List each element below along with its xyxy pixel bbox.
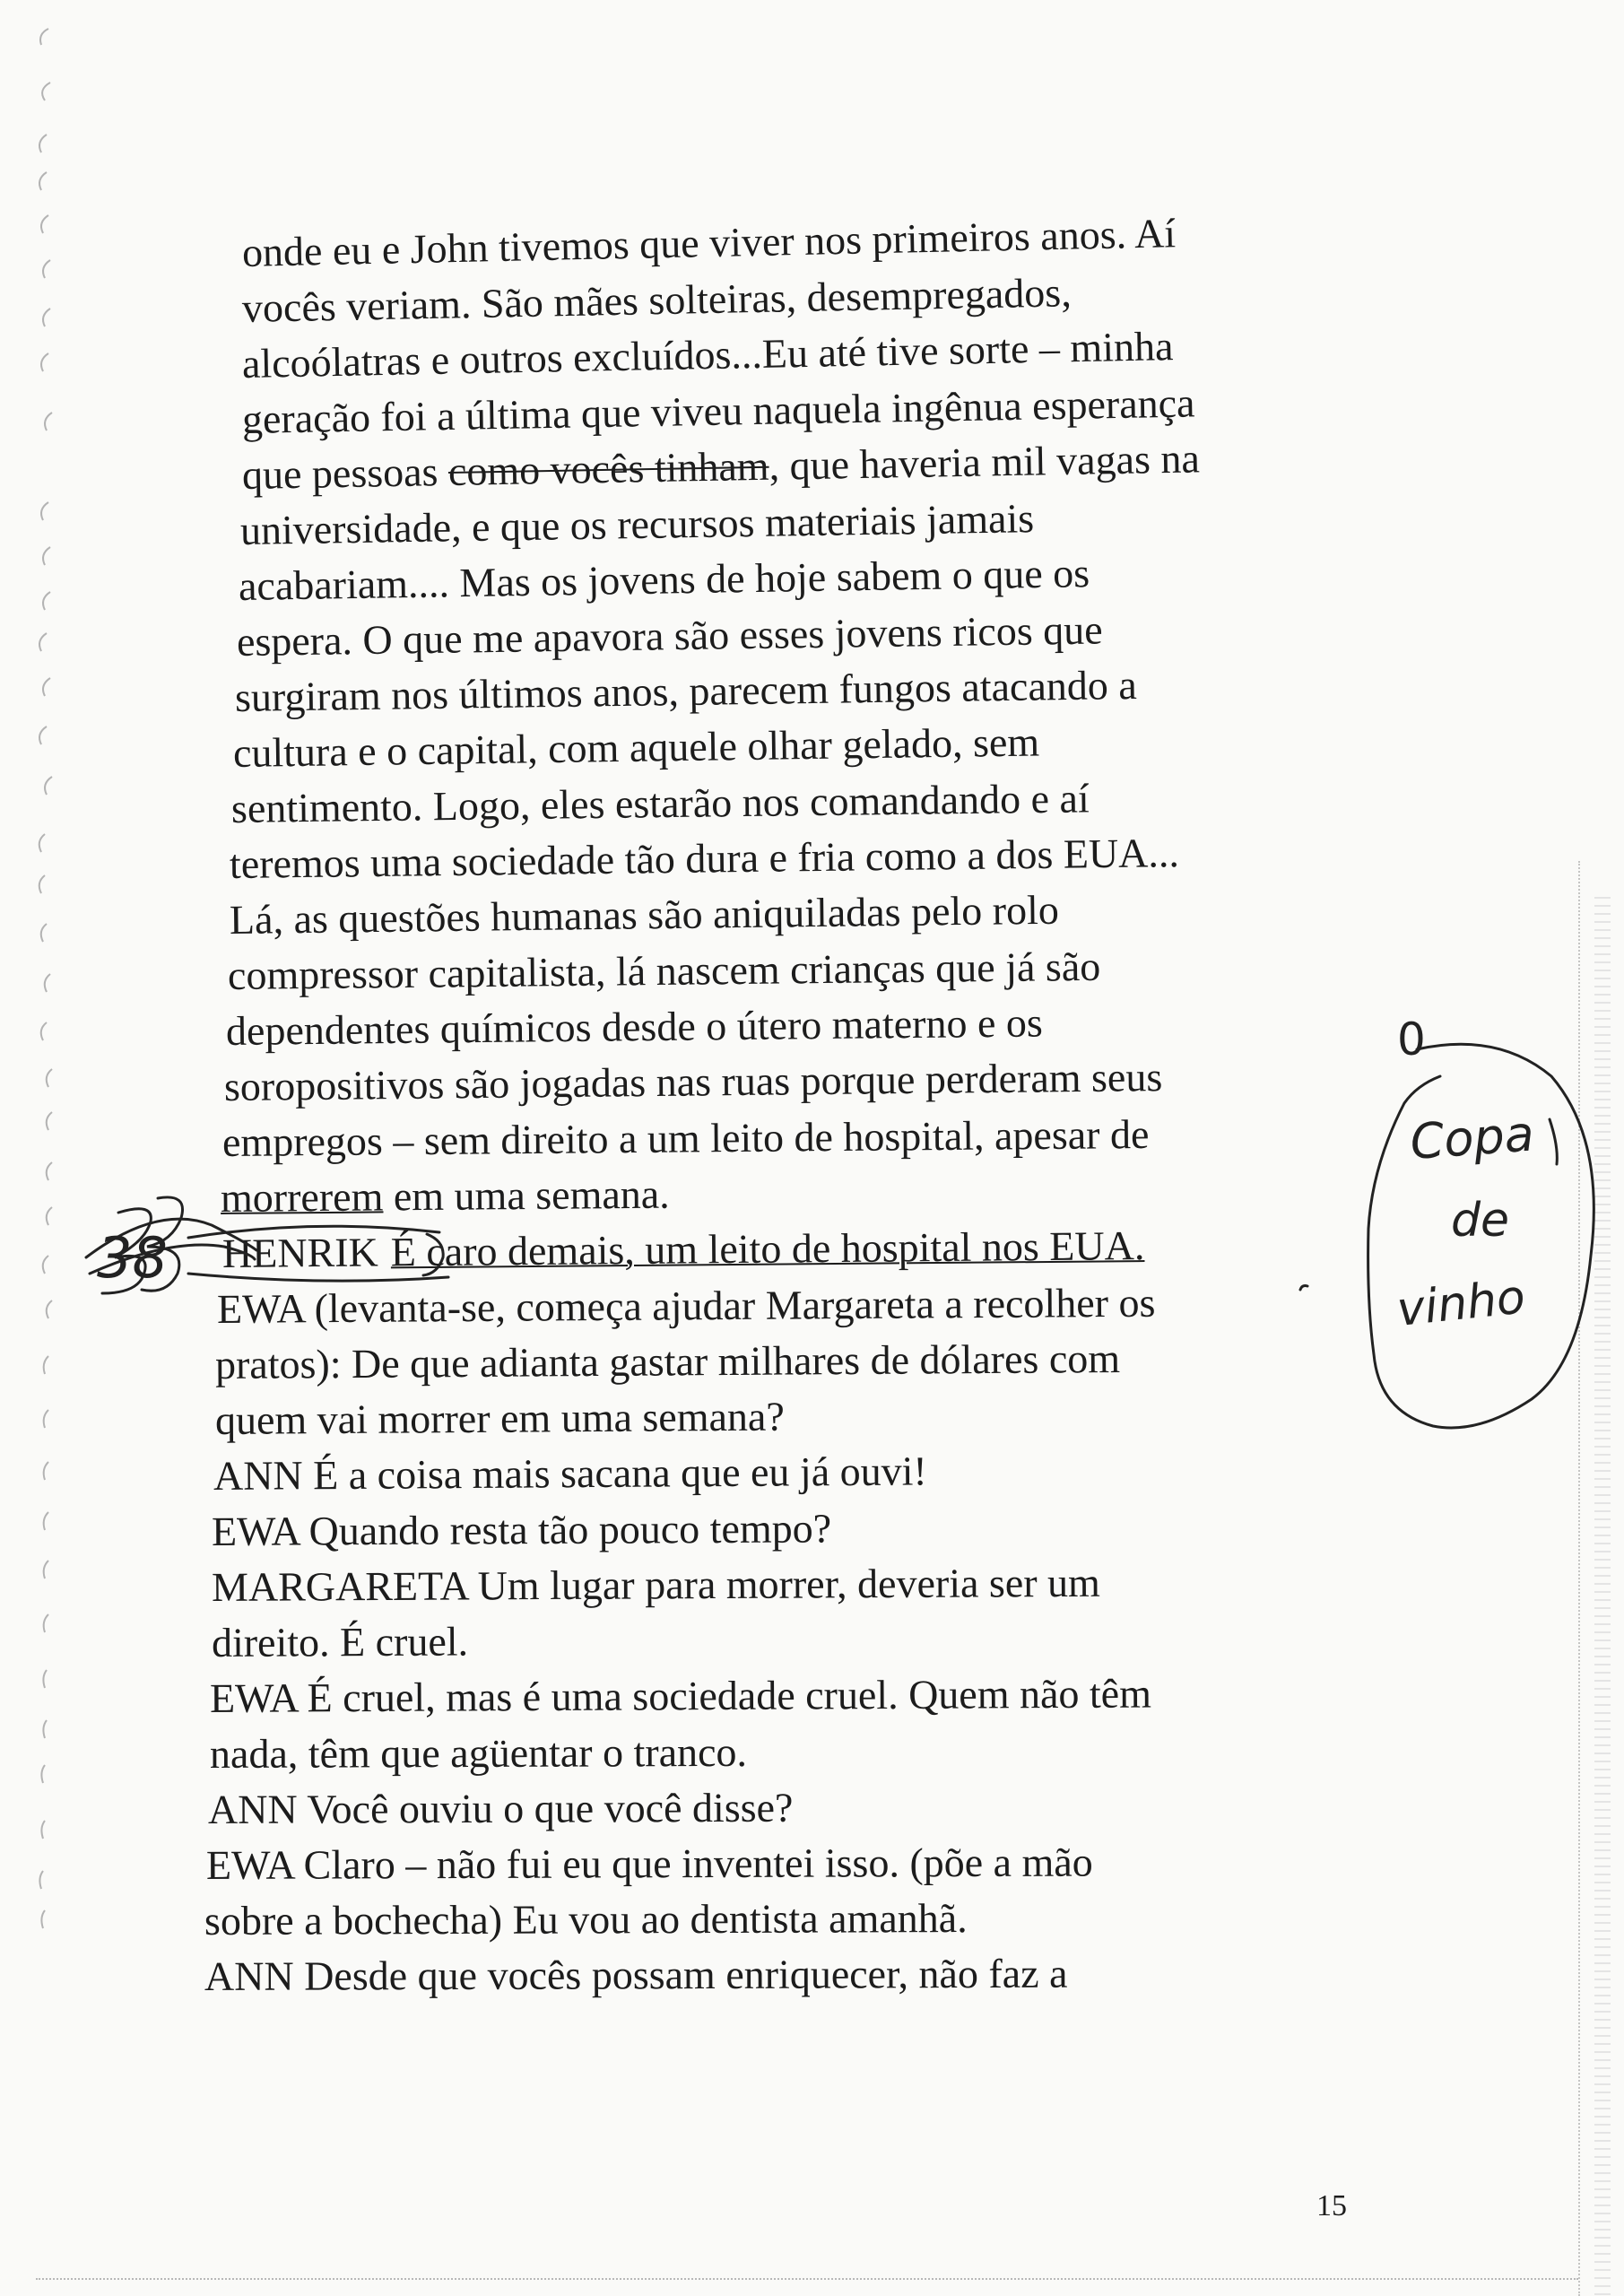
text-line: geração foi a última que viveu naquela ingênua esperança <box>241 379 1195 442</box>
text-line: espera. O que me apavora são esses jovens ricos que <box>236 606 1103 665</box>
text-line: nada, têm que agüentar o tranco. <box>209 1728 748 1777</box>
margin-note-line: vinho <box>1394 1270 1528 1337</box>
text-line: ANN É a coisa mais sacana que eu já ouvi! <box>213 1448 927 1499</box>
text-line: EWA (levanta-se, começa ajudar Margareta a recolher os <box>216 1279 1156 1332</box>
text-line: ANN Você ouviu o que você disse? <box>207 1784 794 1832</box>
page-number: 15 <box>1316 2189 1347 2222</box>
text-line: surgiram nos últimos anos, parecem fungos atacando a <box>234 661 1138 720</box>
text-line: universidade, e que os recursos materiais jamais <box>239 495 1035 553</box>
text-line: cultura e o capital, com aquele olhar gelado, sem <box>232 718 1040 776</box>
text-line: pratos): De que adianta gastar milhares de dólares com <box>214 1335 1121 1387</box>
margin-note-line: Copa <box>1408 1105 1536 1170</box>
text-line: soropositivos são jogadas nas ruas porque perderam seus <box>223 1054 1163 1109</box>
text-line: compressor capitalista, lá nascem crianças que já são <box>227 943 1101 998</box>
margin-note-top: 0 <box>1397 1013 1426 1065</box>
text-line: EWA Quando resta tão pouco tempo? <box>211 1505 832 1554</box>
text-line: sobre a bochecha) Eu vou ao dentista amanhã. <box>204 1895 968 1944</box>
struck-text: como vocês tinham <box>447 442 770 494</box>
text-line: acabariam.... Mas os jovens de hoje sabem o que os <box>238 550 1090 609</box>
text-line: dependentes químicos desde o útero materno e os <box>225 999 1044 1054</box>
line-end: , que haveria mil vagas na <box>769 435 1201 489</box>
underlined-word: morrerem <box>220 1173 384 1221</box>
text-line: ANN Desde que vocês possam enriquecer, não faz a <box>204 1950 1068 1999</box>
text-line: quem vai morrer em uma semana? <box>214 1393 785 1443</box>
text-line: onde eu e John tivemos que viver nos primeiros anos. Aí <box>241 210 1177 275</box>
henrik-speech: É caro demais, um leito de hospital nos EUA. <box>390 1222 1145 1275</box>
margin-note-line: de <box>1451 1194 1509 1248</box>
margin-number-38: 38 <box>97 1225 168 1291</box>
text-line: direito. É cruel. <box>211 1618 469 1665</box>
text-line: EWA É cruel, mas é uma sociedade cruel. Quem não têm <box>209 1670 1152 1721</box>
henrik-line <box>222 1221 1145 1279</box>
text-line: teremos uma sociedade tão dura e fria como a dos EUA... <box>229 830 1180 887</box>
speaker-henrik: HENRIK <box>221 1229 378 1276</box>
text-line: sentimento. Logo, eles estarão nos comandando e aí <box>230 775 1090 831</box>
text-line: vocês veriam. São mães solteiras, desempregados, <box>241 269 1073 331</box>
text-line: Lá, as questões humanas são aniquiladas pelo rolo <box>229 886 1060 943</box>
line-end: em uma semana. <box>393 1170 670 1220</box>
text-line-with-strikethrough <box>242 433 1201 500</box>
text-line: EWA Claro – não fui eu que inventei isso. (põe a mão <box>205 1839 1093 1888</box>
text-line: alcoólatras e outros excluídos...Eu até tive sorte – minha <box>241 323 1174 387</box>
text-line-with-underline <box>221 1170 670 1223</box>
text-line: MARGARETA Um lugar para morrer, deveria ser um <box>211 1559 1100 1610</box>
line-start: que pessoas <box>241 448 449 498</box>
text-line: empregos – sem direito a um leito de hospital, apesar de <box>221 1110 1150 1165</box>
